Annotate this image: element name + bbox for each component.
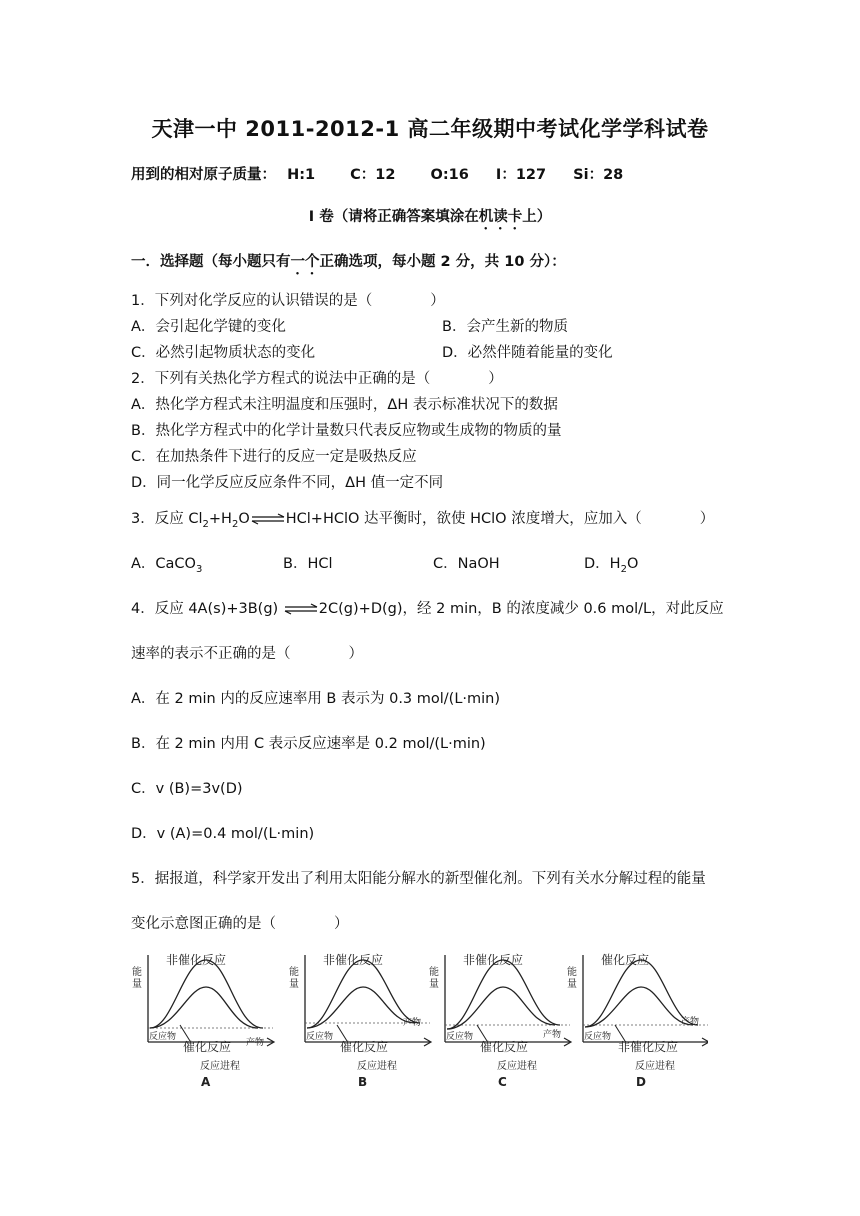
q3-stem-c: O — [238, 511, 250, 527]
q4-stem-b: 2C(g)+D(g)，经 2 min，B 的浓度减少 0.6 mol/L，对此反应 — [318, 601, 724, 617]
diagram-b-product-label: 产物 — [403, 1018, 422, 1028]
mass-si: Si：28 — [573, 167, 624, 183]
q3-option-b: B．HCl — [283, 556, 333, 572]
q3-option-d — [584, 552, 638, 575]
q4-option-a: A．在 2 min 内的反应速率用 B 表示为 0.3 mol/(L·min) — [131, 691, 501, 707]
q2-option-c: C．在加热条件下进行的反应一定是吸热反应 — [131, 449, 417, 465]
q3-stem-b: +H — [208, 511, 232, 527]
section-heading — [0, 205, 860, 233]
diagram-a-bottom-pointer — [180, 1025, 190, 1041]
diagram-b-letter: B — [358, 1075, 368, 1089]
q1-option-d: D．必然伴随着能量的变化 — [442, 345, 613, 361]
q3-sub-h: 2 — [231, 518, 239, 530]
q3-option-d-sub: 2 — [620, 563, 627, 575]
diagram-d-bottom-pointer — [615, 1025, 625, 1041]
diagram-a-curve-high — [150, 960, 263, 1028]
q3-sub-cl: 2 — [202, 518, 209, 530]
diagram-b-bottom-pointer — [337, 1025, 347, 1041]
diagram-c-product-label: 产物 — [543, 1030, 562, 1040]
diagram-c-ylabel-1: 能 — [429, 967, 439, 978]
equilibrium-arrow-icon — [250, 513, 286, 525]
q3-option-c: C．NaOH — [433, 556, 500, 572]
atomic-mass-line — [131, 163, 623, 184]
part-heading-pre: 一．选择题（每小题只有 — [131, 254, 291, 270]
q1-option-b: B．会产生新的物质 — [442, 319, 568, 335]
q5-stem-line1: 5．据报道，科学家开发出了利用太阳能分解水的新型催化剂。下列有关水分解过程的能量 — [131, 871, 706, 887]
mass-h: H:1 — [287, 167, 316, 183]
equilibrium-arrow-icon — [283, 603, 319, 615]
q4-stem-line2: 速率的表示不正确的是（ ） — [131, 646, 363, 662]
q3-stem-a: 3．反应 Cl — [131, 511, 203, 527]
diagram-d-ylabel-2: 量 — [567, 979, 577, 990]
diagram-d-product-label: 产物 — [681, 1017, 700, 1027]
diagram-a-ylabel-2: 量 — [132, 979, 142, 990]
q2-option-a: A．热化学方程式未注明温度和压强时，ΔH 表示标准状况下的数据 — [131, 397, 558, 413]
diagram-c-ylabel-2: 量 — [429, 979, 439, 990]
page-title: 天津一中 2011-2012-1 高二年级期中考试化学学科试卷 — [151, 117, 709, 141]
part-heading-post: 正确选项，每小题 2 分，共 10 分）： — [319, 254, 566, 270]
mass-i: I：127 — [495, 167, 547, 183]
diagram-c-top-label: 非催化反应 — [463, 953, 524, 967]
diagram-a-top-label: 非催化反应 — [166, 953, 227, 967]
diagram-d-xlabel: 反应进程 — [635, 1061, 675, 1072]
part-heading-emph: 一个 — [290, 254, 320, 270]
diagram-c-curve-high — [447, 960, 560, 1029]
q1-option-c: C．必然引起物质状态的变化 — [131, 345, 316, 361]
q2-option-d: D．同一化学反应反应条件不同，ΔH 值一定不同 — [131, 475, 444, 491]
q4-stem-a: 4．反应 4A(s)+3B(g) — [131, 601, 279, 617]
diagram-c-letter: C — [498, 1075, 507, 1089]
q3-option-a — [131, 552, 202, 575]
diagram-c-bottom-pointer — [477, 1025, 487, 1041]
diagram-d-curve-low — [585, 987, 693, 1027]
q3-stem-d: HCl+HClO 达平衡时，欲使 HClO 浓度增大，应加入（ ） — [285, 511, 715, 527]
diagram-a-curve-low — [150, 987, 258, 1028]
diagram-b-top-label: 非催化反应 — [323, 953, 384, 967]
q4-option-c: C．v (B)=3v(D) — [131, 781, 243, 797]
q4-option-d: D．v (A)=0.4 mol/(L·min) — [131, 826, 315, 842]
energy-diagrams — [128, 945, 708, 1099]
diagram-a-xlabel: 反应进程 — [200, 1061, 240, 1072]
diagram-a-bottom-label: 催化反应 — [183, 1040, 232, 1054]
section-heading-pre: I 卷（请将正确答案填涂在 — [308, 209, 479, 225]
energy-diagrams-svg — [128, 945, 708, 1095]
section-heading-post: 上） — [522, 209, 552, 225]
atomic-mass-label: 用到的相对原子质量： — [131, 167, 276, 183]
q3-option-d-text: D．H — [584, 556, 621, 572]
q1-stem: 1．下列对化学反应的认识错误的是（ ） — [131, 293, 445, 309]
section-heading-emph: 机读卡 — [478, 209, 523, 225]
q5-stem-line2: 变化示意图正确的是（ ） — [131, 916, 349, 932]
diagram-a-product-label: 产物 — [246, 1038, 265, 1048]
q4-stem-line1 — [131, 597, 724, 618]
diagram-d-reactant-label: 反应物 — [584, 1032, 612, 1042]
diagram-c-bottom-label: 催化反应 — [480, 1040, 529, 1054]
mass-c: C：12 — [350, 167, 396, 183]
diagram-b-ylabel-2: 量 — [289, 979, 299, 990]
diagram-d-letter: D — [636, 1075, 646, 1089]
diagram-a-reactant-label: 反应物 — [149, 1032, 177, 1042]
mass-o: O:16 — [430, 167, 469, 183]
diagram-b-reactant-label: 反应物 — [306, 1032, 334, 1042]
diagram-a-letter: A — [201, 1075, 211, 1089]
q3-option-a-text: A．CaCO — [131, 556, 196, 572]
diagram-a-ylabel-1: 能 — [132, 967, 142, 978]
q4-option-b: B．在 2 min 内用 C 表示反应速率是 0.2 mol/(L·min) — [131, 736, 486, 752]
q3-option-d-tail: O — [626, 556, 639, 572]
diagram-b-bottom-label: 催化反应 — [340, 1040, 389, 1054]
diagram-b-ylabel-1: 能 — [289, 967, 299, 978]
diagram-c-xlabel: 反应进程 — [497, 1061, 537, 1072]
diagram-d-bottom-label: 非催化反应 — [618, 1040, 679, 1054]
q2-stem: 2．下列有关热化学方程式的说法中正确的是（ ） — [131, 371, 503, 387]
q1-option-a: A．会引起化学键的变化 — [131, 319, 286, 335]
diagram-b-xlabel: 反应进程 — [357, 1061, 397, 1072]
q3-stem — [131, 507, 714, 530]
part-heading — [131, 250, 566, 278]
q2-option-b: B．热化学方程式中的化学计量数只代表反应物或生成物的物质的量 — [131, 423, 562, 439]
diagram-c-reactant-label: 反应物 — [446, 1032, 474, 1042]
diagram-d-top-label: 催化反应 — [601, 953, 650, 967]
q3-option-a-sub: 3 — [195, 563, 203, 575]
diagram-d-ylabel-1: 能 — [567, 967, 577, 978]
